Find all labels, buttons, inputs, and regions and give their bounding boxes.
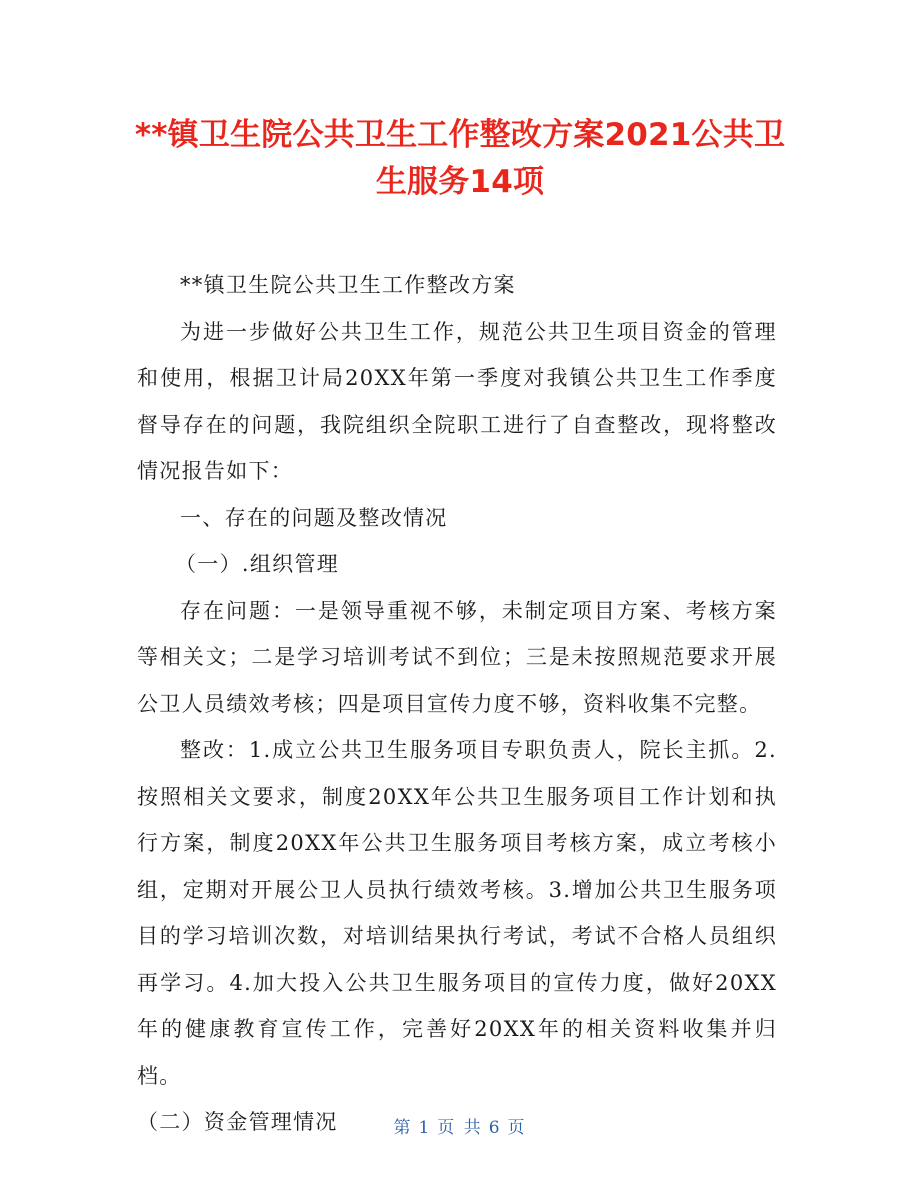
section-heading-1: 一、存在的问题及整改情况: [180, 505, 448, 530]
document-body: [137, 262, 777, 1146]
paragraph-problems: 存在问题：一是领导重视不够，未制定项目方案、考核方案等相关文；二是学习培训考试不到位；三是未按照规范要求开展公卫人员绩效考核；四是项目宣传力度不够，资料收集不完整。: [137, 598, 777, 716]
footer-suffix: 页: [507, 1118, 527, 1138]
footer-mid: 页 共: [437, 1118, 483, 1138]
subsection-heading-2: （二）资金管理情况: [137, 1110, 338, 1134]
page-number-footer: [0, 1113, 920, 1138]
footer-total-pages: 6: [488, 1118, 502, 1138]
paragraph-rectification: 整改：1.成立公共卫生服务项目专职负责人，院长主抓。2.按照相关文要求，制度20XX年公共卫生服务项目工作计划和执行方案，制度20XX年公共卫生服务项目考核方案，成立考核小组，定期对开展公卫人员执行绩效考核。3.增加公共卫生服务项目的学习培训次数，对培训结果执行考试，考试不合格人员组织再学习。4.加大投入公共卫生服务项目的宣传力度，做好20XX年的健康教育宣传工作，完善好20XX年的相关资料收集并归档。: [137, 738, 777, 1088]
paragraph-intro: 为进一步做好公共卫生工作，规范公共卫生项目资金的管理和使用，根据卫计局20XX年第一季度对我镇公共卫生工作季度督导存在的问题，我院组织全院职工进行了自查整改，现将整改情况报告如下：: [137, 319, 777, 483]
subsection-heading-1: （一）.组织管理: [175, 552, 340, 576]
footer-prefix: 第: [393, 1118, 413, 1138]
footer-current-page: 1: [418, 1118, 432, 1138]
document-title: **镇卫生院公共卫生工作整改方案2021公共卫生服务14项: [134, 117, 786, 200]
document-subtitle: **镇卫生院公共卫生工作整改方案: [180, 273, 516, 297]
